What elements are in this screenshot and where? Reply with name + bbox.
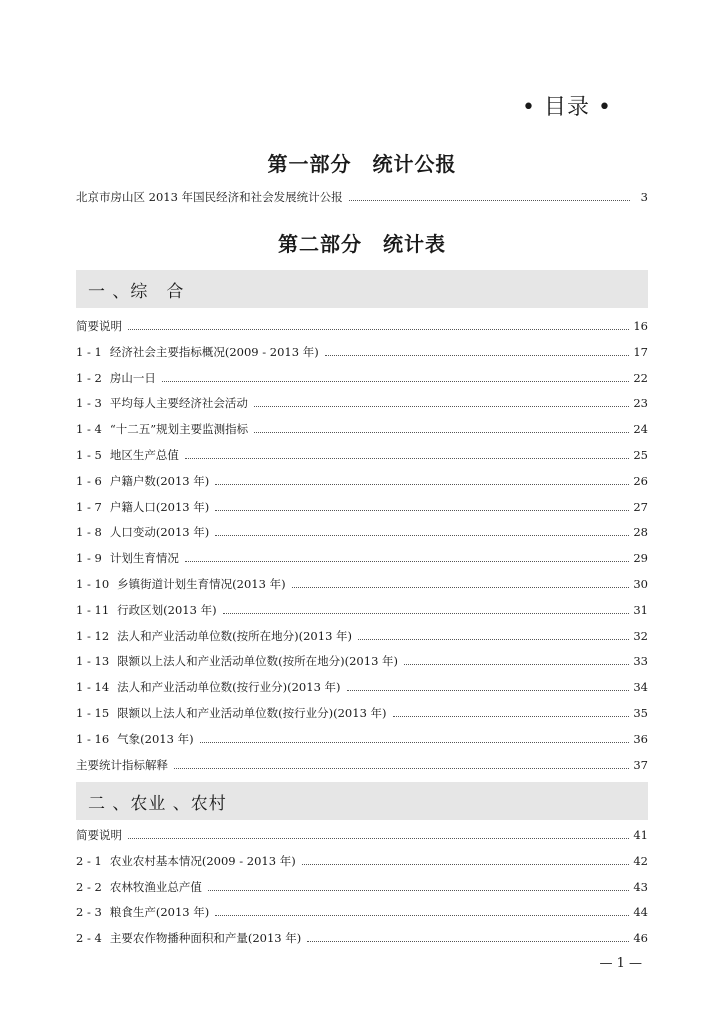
toc-entry[interactable] — [76, 369, 648, 387]
toc-entry-number: 1 - 8 — [76, 525, 102, 540]
toc-entry-page: 24 — [633, 422, 648, 437]
toc-entry[interactable] — [76, 343, 648, 361]
toc-entry-title: 户籍户数(2013 年) — [109, 473, 210, 488]
toc-entry-title: 粮食生产(2013 年) — [109, 905, 210, 920]
toc-entry-title: “十二五”规划主要监测指标 — [109, 422, 249, 437]
toc-entry-number: 1 - 14 — [76, 680, 110, 695]
toc-entry[interactable] — [76, 523, 648, 541]
leader-dots — [292, 587, 630, 588]
leader-dots — [215, 510, 629, 511]
toc-entry-title: 简要说明 — [76, 828, 122, 842]
leader-dots — [215, 915, 629, 916]
toc-entry-title: 限额以上法人和产业活动单位数(按所在地分)(2013 年) — [117, 654, 399, 669]
toc-entry-page: 35 — [633, 706, 648, 720]
part2-title: 第二部分 统计表 — [278, 232, 446, 256]
toc-entry-title: 房山一日 — [109, 370, 156, 385]
toc-entry-title: 行政区划(2013 年) — [117, 602, 217, 617]
toc-entry-title: 主要农作物播种面积和产量(2013 年) — [109, 931, 302, 946]
leader-dots — [185, 561, 630, 562]
toc-entry-number: 1 - 13 — [76, 654, 110, 669]
section-heading-text: 二 、农业 、农村 — [88, 793, 227, 814]
toc-entry-title: 经济社会主要指标概况(2009 - 2013 年) — [109, 344, 319, 359]
toc-entry-title: 主要统计指标解释 — [76, 757, 168, 772]
toc-entry-number: 2 - 3 — [76, 905, 102, 920]
toc-entry[interactable] — [76, 446, 648, 464]
toc-entry-page: 32 — [633, 628, 648, 643]
toc-entry-title: 乡镇街道计划生育情况(2013 年) — [117, 577, 286, 591]
toc-entry[interactable] — [76, 652, 648, 670]
toc-entry-page: 17 — [633, 344, 648, 359]
toc-entry[interactable] — [76, 188, 648, 206]
toc-entry-number: 1 - 4 — [76, 422, 102, 437]
toc-entry[interactable] — [76, 317, 648, 335]
toc-entry-number: 1 - 7 — [76, 499, 102, 514]
toc-entry-title: 人口变动(2013 年) — [109, 525, 210, 540]
leader-dots — [254, 432, 629, 433]
leader-dots — [200, 742, 630, 743]
leader-dots — [215, 484, 629, 485]
toc-entry-page: 28 — [633, 525, 648, 540]
toc-entry-number: 1 - 15 — [76, 706, 110, 720]
leader-dots — [325, 355, 630, 356]
toc-entry-page: 43 — [633, 879, 648, 894]
toc-entry-title: 气象(2013 年) — [117, 731, 194, 746]
toc-entry[interactable] — [76, 627, 648, 645]
toc-entry-page: 16 — [633, 319, 648, 333]
toc-entry-number: 1 - 2 — [76, 370, 102, 385]
toc-entry-number: 1 - 11 — [76, 602, 110, 617]
leader-dots — [307, 941, 629, 942]
toc-entry-page: 26 — [633, 473, 648, 488]
toc-entry-title: 计划生育情况 — [109, 551, 179, 566]
page-header-title: • 目录 • — [522, 95, 612, 120]
toc-entry-title: 法人和产业活动单位数(按所在地分)(2013 年) — [117, 628, 353, 643]
leader-dots — [349, 200, 630, 201]
toc-entry[interactable] — [76, 420, 648, 438]
leader-dots — [393, 716, 630, 717]
leader-dots — [347, 690, 630, 691]
leader-dots — [254, 406, 630, 407]
toc-entry[interactable] — [76, 704, 648, 722]
toc-entry-page: 34 — [633, 680, 648, 695]
toc-entry-number: 1 - 1 — [76, 344, 102, 359]
page-number: — 1 — — [599, 956, 642, 971]
leader-dots — [358, 639, 629, 640]
toc-entry[interactable] — [76, 472, 648, 490]
leader-dots — [404, 664, 629, 665]
toc-entry[interactable] — [76, 878, 648, 896]
toc-entry-title: 地区生产总值 — [109, 448, 179, 462]
toc-entry[interactable] — [76, 601, 648, 619]
toc-entry-title: 户籍人口(2013 年) — [109, 499, 210, 514]
toc-entry-page: 30 — [633, 577, 648, 591]
toc-entry-title: 法人和产业活动单位数(按行业分)(2013 年) — [117, 680, 341, 695]
toc-entry-page: 44 — [633, 905, 648, 920]
toc-entry[interactable] — [76, 852, 648, 870]
toc-entry-number: 1 - 3 — [76, 396, 102, 411]
toc-entry[interactable] — [76, 678, 648, 696]
toc-entry[interactable] — [76, 394, 648, 412]
toc-entry-title: 简要说明 — [76, 319, 122, 333]
toc-entry-number: 2 - 4 — [76, 931, 102, 946]
toc-entry-number: 1 - 9 — [76, 551, 102, 566]
toc-entry[interactable] — [76, 575, 648, 593]
section-heading-text: 一 、综 合 — [88, 281, 185, 302]
toc-entry-page: 33 — [633, 654, 648, 669]
leader-dots — [174, 768, 629, 769]
toc-entry-page: 25 — [633, 448, 648, 462]
part1-title: 第一部分 统计公报 — [267, 152, 457, 176]
toc-entry-number: 2 - 2 — [76, 879, 102, 894]
leader-dots — [185, 458, 630, 459]
toc-entry-number: 1 - 16 — [76, 731, 110, 746]
leader-dots — [162, 381, 630, 382]
toc-entry[interactable] — [76, 730, 648, 748]
toc-entry-number: 1 - 10 — [76, 577, 110, 591]
leader-dots — [128, 329, 629, 330]
leader-dots — [302, 864, 630, 865]
toc-entry-page: 3 — [640, 190, 648, 204]
toc-entry-number: 1 - 6 — [76, 473, 102, 488]
toc-entry-title: 限额以上法人和产业活动单位数(按行业分)(2013 年) — [117, 706, 387, 720]
toc-entry-page: 37 — [633, 757, 648, 772]
toc-entry-page: 27 — [633, 499, 648, 514]
toc-entry[interactable] — [76, 756, 648, 774]
toc-entry-page: 42 — [633, 853, 648, 868]
toc-entry-page: 23 — [633, 396, 648, 411]
toc-entry-title: 平均每人主要经济社会活动 — [109, 396, 248, 411]
toc-entry-title: 农业农村基本情况(2009 - 2013 年) — [109, 853, 296, 868]
section-heading — [76, 270, 648, 308]
toc-entry-page: 22 — [633, 370, 648, 385]
toc-entry-page: 46 — [633, 931, 648, 946]
leader-dots — [208, 890, 630, 891]
toc-entry[interactable] — [76, 903, 648, 921]
toc-entry-title: 农林牧渔业总产值 — [109, 879, 202, 894]
toc-entry[interactable] — [76, 498, 648, 516]
toc-entry-number: 1 - 5 — [76, 448, 102, 462]
toc-entry-page: 29 — [633, 551, 648, 566]
toc-entry[interactable] — [76, 826, 648, 844]
leader-dots — [128, 838, 629, 839]
toc-entry-title: 北京市房山区 2013 年国民经济和社会发展统计公报 — [76, 190, 343, 204]
toc-entry-page: 36 — [633, 731, 648, 746]
toc-entry-page: 41 — [633, 828, 648, 842]
toc-entry[interactable] — [76, 549, 648, 567]
leader-dots — [215, 535, 629, 536]
toc-entry-page: 31 — [633, 602, 648, 617]
section-heading — [76, 782, 648, 820]
toc-entry-number: 1 - 12 — [76, 628, 110, 643]
toc-entry[interactable] — [76, 929, 648, 947]
toc-entry-number: 2 - 1 — [76, 853, 102, 868]
leader-dots — [223, 613, 630, 614]
